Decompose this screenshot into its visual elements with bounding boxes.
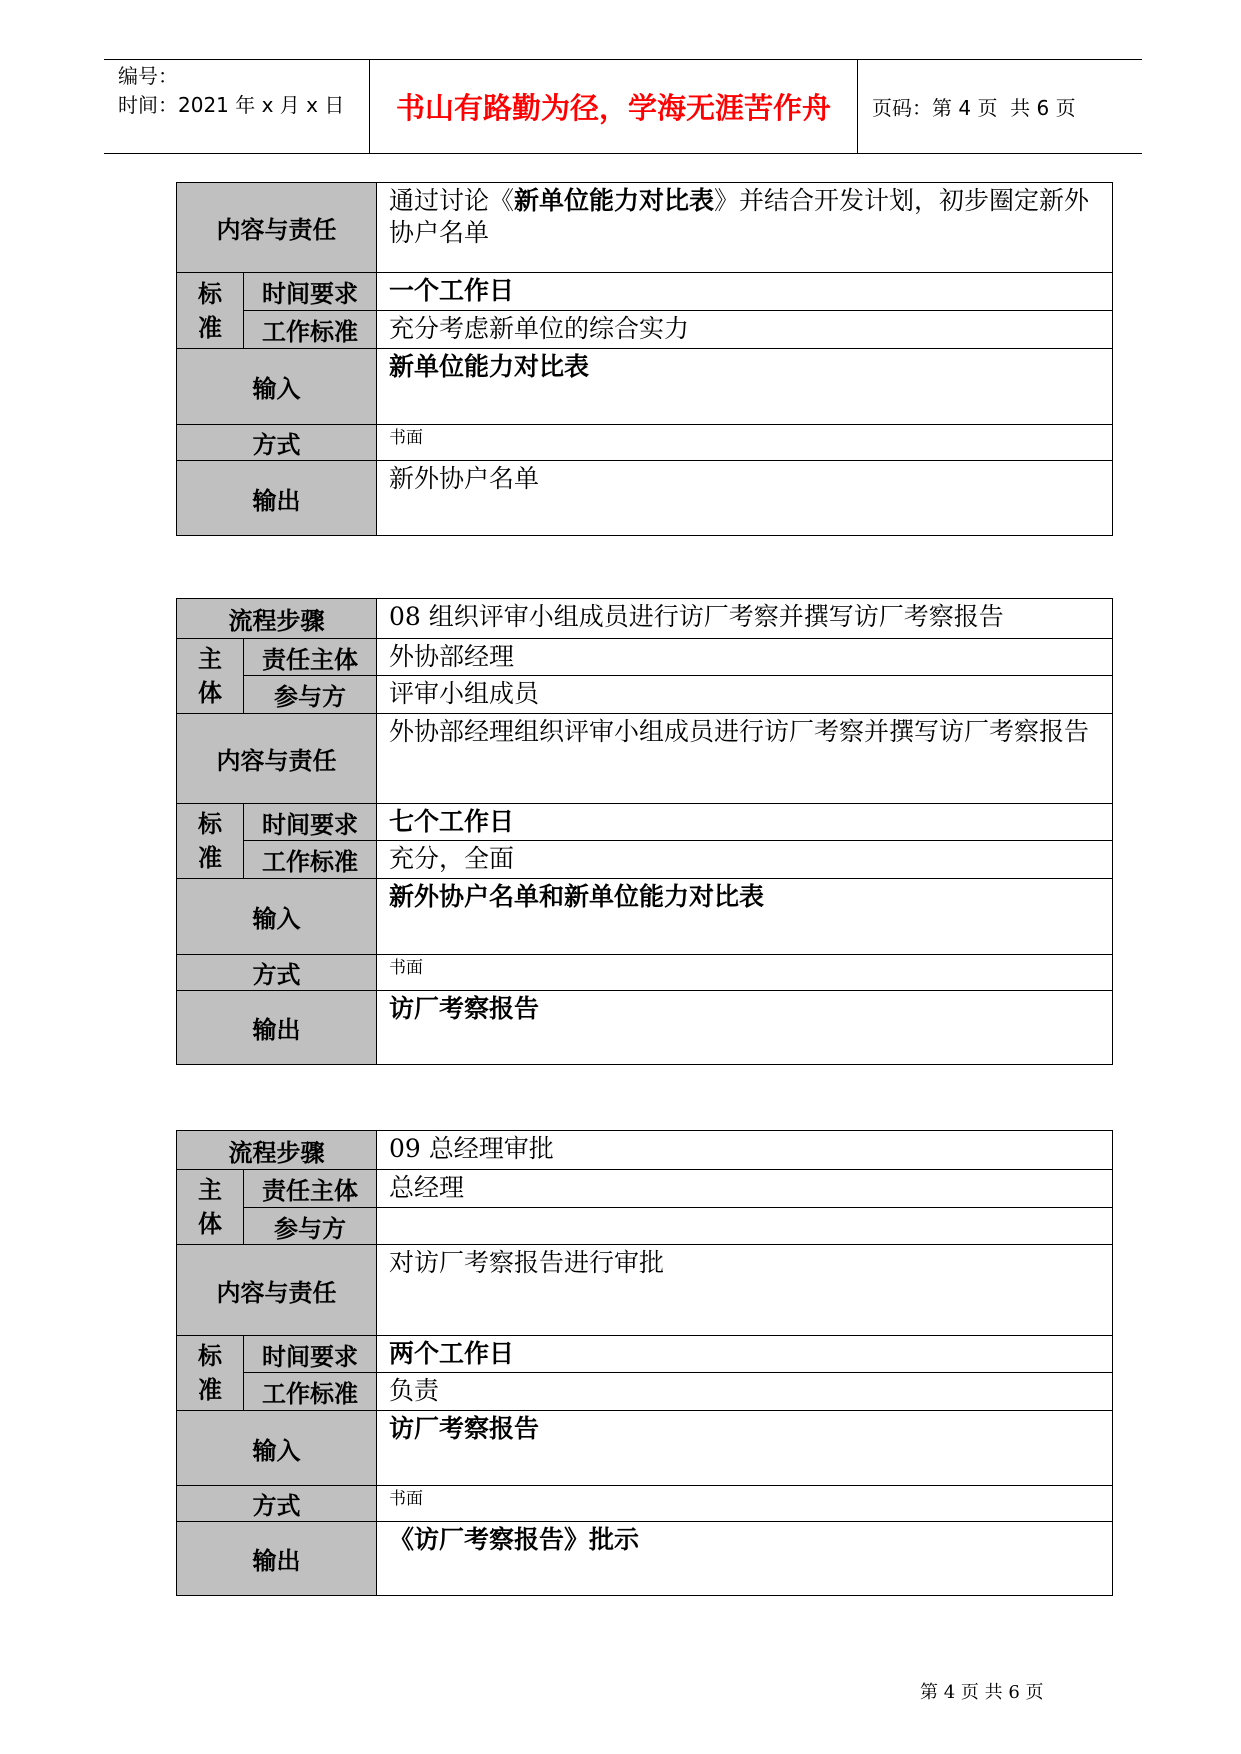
table-row-step bbox=[177, 599, 1113, 639]
input-label: 输入 bbox=[177, 349, 377, 425]
method-label: 方式 bbox=[177, 1486, 377, 1522]
output-label: 输出 bbox=[177, 461, 377, 536]
participant-label: 参与方 bbox=[244, 1208, 377, 1245]
standard-label-char: 准 bbox=[198, 1376, 222, 1404]
content-responsibility-label: 内容与责任 bbox=[177, 183, 377, 273]
output-label: 输出 bbox=[177, 991, 377, 1065]
process-step-value: 08 组织评审小组成员进行访厂考察并撰写访厂考察报告 bbox=[377, 599, 1113, 639]
input-value: 新外协户名单和新单位能力对比表 bbox=[377, 879, 1113, 955]
process-table-step-08 bbox=[176, 598, 1113, 1065]
table-row-input bbox=[177, 879, 1113, 955]
standard-label-char: 标 bbox=[198, 1342, 222, 1370]
subject-label-char: 主 bbox=[198, 1176, 222, 1204]
input-label: 输入 bbox=[177, 879, 377, 955]
method-value: 书面 bbox=[377, 1486, 1113, 1522]
standard-group-label bbox=[177, 273, 244, 349]
participant-value bbox=[377, 1208, 1113, 1245]
table-row-method bbox=[177, 955, 1113, 991]
header-motto-cell bbox=[369, 60, 858, 153]
table-row-method bbox=[177, 425, 1113, 461]
standard-group-label bbox=[177, 1336, 244, 1411]
process-step-label: 流程步骤 bbox=[177, 599, 377, 639]
table-row-criteria bbox=[177, 1373, 1113, 1411]
standard-label-char: 准 bbox=[198, 844, 222, 872]
table-row-criteria bbox=[177, 841, 1113, 879]
table-row-content bbox=[177, 714, 1113, 804]
time-requirement-label: 时间要求 bbox=[244, 804, 377, 841]
method-label: 方式 bbox=[177, 425, 377, 461]
page-header bbox=[104, 59, 1142, 154]
content-text-part: 通过讨论《 bbox=[389, 186, 515, 215]
responsible-owner-value: 总经理 bbox=[377, 1170, 1113, 1208]
standard-label-char: 准 bbox=[198, 313, 222, 342]
work-standard-label: 工作标准 bbox=[244, 311, 377, 349]
work-standard-label: 工作标准 bbox=[244, 1373, 377, 1411]
responsible-owner-value: 外协部经理 bbox=[377, 639, 1113, 676]
input-value: 新单位能力对比表 bbox=[377, 349, 1113, 425]
output-label: 输出 bbox=[177, 1522, 377, 1596]
document-date-label: 时间：2021 年 x 月 x 日 bbox=[118, 93, 345, 117]
process-step-value: 09 总经理审批 bbox=[377, 1131, 1113, 1170]
table-row-input bbox=[177, 349, 1113, 425]
time-requirement-label: 时间要求 bbox=[244, 1336, 377, 1373]
subject-group-label bbox=[177, 1170, 244, 1245]
table-row-output bbox=[177, 991, 1113, 1065]
output-value: 《访厂考察报告》批示 bbox=[377, 1522, 1113, 1596]
output-value: 新外协户名单 bbox=[377, 461, 1113, 536]
subject-group-label bbox=[177, 639, 244, 714]
table-row-owner bbox=[177, 1170, 1113, 1208]
subject-label-char: 体 bbox=[198, 679, 222, 707]
standard-label-char: 标 bbox=[198, 279, 222, 308]
table-row-content bbox=[177, 183, 1113, 273]
header-page-info: 页码：第 4 页 共 6 页 bbox=[872, 96, 1076, 120]
table-row-criteria bbox=[177, 311, 1113, 349]
document-number-label: 编号： bbox=[118, 64, 178, 88]
page-footer-number: 第 4 页 共 6 页 bbox=[920, 1682, 1044, 1703]
input-value: 访厂考察报告 bbox=[377, 1411, 1113, 1486]
content-text-part: 》并结合开发计划，初步圈定新外协户名单 bbox=[389, 186, 1090, 247]
header-meta-cell bbox=[104, 60, 369, 153]
output-value: 访厂考察报告 bbox=[377, 991, 1113, 1065]
table-row-method bbox=[177, 1486, 1113, 1522]
subject-label-char: 主 bbox=[198, 645, 222, 673]
table-row-time bbox=[177, 804, 1113, 841]
table-row-participant bbox=[177, 676, 1113, 714]
table-row-output bbox=[177, 1522, 1113, 1596]
work-standard-value: 充分考虑新单位的综合实力 bbox=[377, 311, 1113, 349]
time-requirement-value: 七个工作日 bbox=[377, 804, 1113, 841]
work-standard-value: 负责 bbox=[377, 1373, 1113, 1411]
method-label: 方式 bbox=[177, 955, 377, 991]
header-page-cell bbox=[858, 60, 1142, 153]
table-row-time bbox=[177, 1336, 1113, 1373]
content-responsibility-value: 对访厂考察报告进行审批 bbox=[377, 1245, 1113, 1336]
work-standard-label: 工作标准 bbox=[244, 841, 377, 879]
standard-group-label bbox=[177, 804, 244, 879]
responsible-owner-label: 责任主体 bbox=[244, 639, 377, 676]
time-requirement-value: 两个工作日 bbox=[377, 1336, 1113, 1373]
standard-label-char: 标 bbox=[198, 810, 222, 838]
content-responsibility-value: 外协部经理组织评审小组成员进行访厂考察并撰写访厂考察报告 bbox=[377, 714, 1113, 804]
work-standard-value: 充分，全面 bbox=[377, 841, 1113, 879]
table-row-content bbox=[177, 1245, 1113, 1336]
participant-value: 评审小组成员 bbox=[377, 676, 1113, 714]
table-row-participant bbox=[177, 1208, 1113, 1245]
method-value: 书面 bbox=[377, 425, 1113, 461]
header-motto: 书山有路勤为径，学海无涯苦作舟 bbox=[395, 91, 831, 125]
content-responsibility-label: 内容与责任 bbox=[177, 1245, 377, 1336]
process-step-label: 流程步骤 bbox=[177, 1131, 377, 1170]
responsible-owner-label: 责任主体 bbox=[244, 1170, 377, 1208]
participant-label: 参与方 bbox=[244, 676, 377, 714]
process-table-continued bbox=[176, 182, 1113, 536]
table-row-time bbox=[177, 273, 1113, 311]
table-row-owner bbox=[177, 639, 1113, 676]
table-row-output bbox=[177, 461, 1113, 536]
time-requirement-label: 时间要求 bbox=[244, 273, 377, 311]
method-value: 书面 bbox=[377, 955, 1113, 991]
table-row-input bbox=[177, 1411, 1113, 1486]
content-text-part-bold: 新单位能力对比表 bbox=[514, 186, 715, 215]
input-label: 输入 bbox=[177, 1411, 377, 1486]
process-table-step-09 bbox=[176, 1130, 1113, 1596]
content-responsibility-value bbox=[377, 183, 1113, 273]
content-responsibility-label: 内容与责任 bbox=[177, 714, 377, 804]
table-row-step bbox=[177, 1131, 1113, 1170]
subject-label-char: 体 bbox=[198, 1210, 222, 1238]
time-requirement-value: 一个工作日 bbox=[377, 273, 1113, 311]
